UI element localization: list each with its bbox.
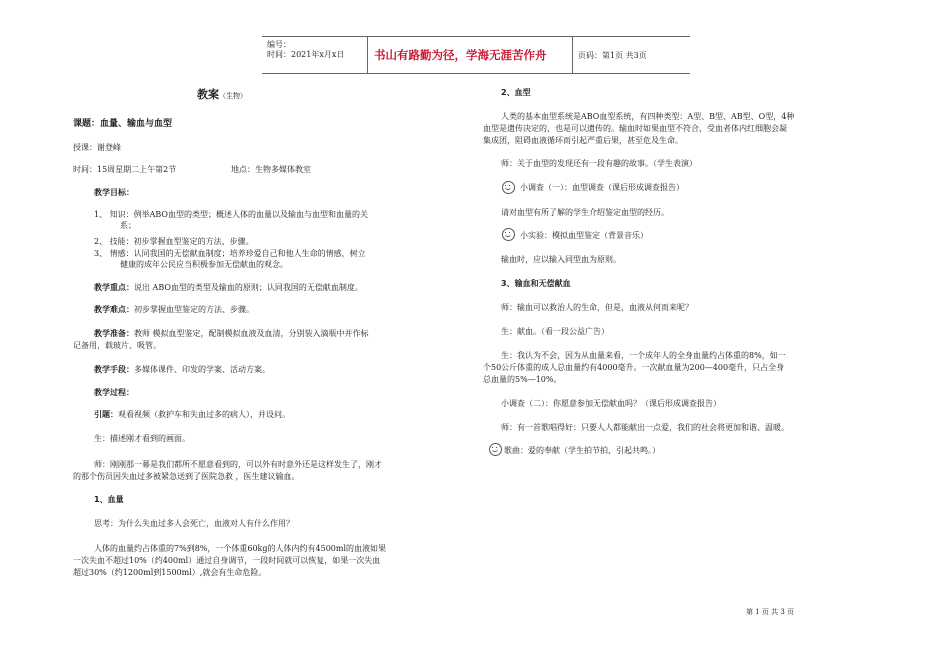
lesson-teacher: 授课：谢登峰 (73, 143, 121, 152)
teacher-line-1: 师：刚刚那一幕是我们都所不愿意看到的，可以外有时意外还是这样发生了，刚才 (94, 460, 382, 469)
experiment-line: 小实验：模拟血型鉴定（背景音乐） (520, 231, 648, 240)
smiley-icon (502, 228, 515, 241)
difficulty-text: 初步掌握血型鉴定的方法、步骤。 (134, 305, 254, 314)
goal-3: 3、 情感：认同我国的无偿献血制度；培养珍爱自己和他人生命的情感，树立 (94, 249, 366, 258)
transfusion-principle: 输血时，应以输入同型血为原则。 (501, 255, 621, 264)
goal-2: 2、 技能：初步掌握血型鉴定的方法、步骤。 (94, 237, 254, 246)
header-top-rule (262, 36, 690, 37)
means-heading: 教学手段： (94, 365, 134, 374)
abo-para-3: 集成团，阻碍血液循环而引起严重后果，甚至危及生命。 (483, 136, 683, 145)
goals-heading: 教学目标： (94, 188, 134, 197)
blood-volume-para-2: 一次失血不超过10%（约400ml）通过自身调节，一段时间就可以恢复，如果一次失血 (73, 556, 381, 565)
lesson-topic: 课题：血量、输血与血型 (73, 119, 173, 129)
header-divider (367, 36, 368, 74)
section-3-heading: 3、输血和无偿献血 (501, 279, 571, 288)
survey-1: 小调查（一）：血型调查（课后形成调查报告） (520, 183, 684, 192)
key-text: 说出 ABO血型的类型及输血的原则；认同我国的无偿献血制度。 (134, 283, 363, 292)
page-header (262, 36, 690, 74)
prep-text: 教师 模拟血型鉴定，配制模拟血液及血清，分别装入滴瓶中并作标 (134, 329, 369, 338)
difficulty-heading: 教学难点： (94, 305, 134, 314)
goal-3-cont: 健康的成年公民应当积极参加无偿献血的观念。 (120, 260, 288, 269)
means-text: 多媒体课件、印发的学案、活动方案。 (134, 365, 270, 374)
student-answer: 生：献血。（看一段公益广告） (501, 327, 609, 336)
doc-subject: （生物） (219, 92, 247, 100)
donation-para: 生：我认为不会，因为从血量来看，一个成年人的全身血量约占体重的8%，如一 (501, 351, 786, 360)
prep-text-cont: 记备用，载玻片、吸管。 (73, 341, 161, 350)
smiley-icon (502, 181, 515, 194)
blood-type-experience: 请对血型有所了解的学生介绍鉴定血型的经历。 (501, 208, 669, 217)
blood-volume-para-3: 超过30%（约1200ml到1500ml）,就会有生命危险。 (73, 568, 267, 577)
intro-text: 观看视频（救护车和失血过多的病人），并设问。 (118, 410, 290, 419)
section-2-heading: 2、血型 (501, 88, 531, 97)
donation-para-2: 个50公斤体重的成人总血量约有4000毫升。一次献血量为200—400毫升，只占全身 (483, 363, 785, 372)
doc-title: 教案 (197, 88, 219, 101)
lesson-time: 时间：15周星期二上午第2节 (73, 165, 177, 174)
song-title: 歌曲：爱的奉献（学生拍节拍，引起共鸣。） (504, 446, 660, 455)
teacher-question: 师：输血可以救治人的生命，但是，血液从何而来呢？ (501, 303, 693, 312)
key-heading: 教学重点： (94, 283, 134, 292)
smiley-icon (489, 443, 502, 456)
survey-2: 小调查（二）：你愿意参加无偿献血吗？（课后形成调查报告） (501, 399, 721, 408)
think-question: 思考：为什么失血过多人会死亡，血液对人有什么作用？ (94, 519, 294, 528)
prep-heading: 教学准备： (94, 329, 134, 338)
abo-para: 人类的基本血型系统是ABO血型系统，有四种类型：A型、B型、AB型、O型，4种 (501, 112, 795, 121)
story-line: 师：关于血型的发现还有一段有趣的故事。（学生表演） (501, 159, 697, 168)
section-1-heading: 1、血量 (94, 495, 124, 504)
goal-1: 1、 知识：例举ABO血型的类型；概述人体的血量以及输血与血型和血量的关 (94, 210, 368, 219)
process-heading: 教学过程： (94, 388, 134, 397)
blood-volume-para: 人体的血量约占体重的7%到8%，一个体重60kg的人体内约有4500ml的血液如果 (94, 544, 387, 553)
header-motto: 书山有路勤为径，学海无涯苦作舟 (374, 48, 547, 62)
student-line-1: 生：描述刚才看到的画面。 (94, 434, 190, 443)
lesson-place: 地点：生物多媒体教室 (231, 165, 311, 174)
intro-heading: 引题： (94, 410, 118, 419)
abo-para-2: 血型是遗传决定的，也是可以遗传的。输血时如果血型不符合，受血者体内红细胞会凝 (483, 124, 787, 133)
header-number: 编号： (267, 40, 291, 49)
header-page: 页码：第1页 共3页 (578, 51, 647, 60)
goal-1-cont: 系； (120, 221, 136, 230)
teacher-line-1-cont: 的那个伤员因失血过多被紧急送到了医院急救 ，医生建议输血。 (73, 472, 300, 481)
header-time: 时间：2021年x月x日 (267, 50, 345, 59)
page-footer: 第 1 页 共 3 页 (746, 608, 795, 616)
header-divider (572, 36, 573, 74)
donation-para-3: 总血量的5%—10%。 (483, 375, 562, 384)
song-line: 师：有一首歌唱得好：只要人人都能献出一点爱，我们的社会将更加和谐、温暖。 (501, 423, 789, 432)
header-bottom-rule (262, 73, 690, 74)
